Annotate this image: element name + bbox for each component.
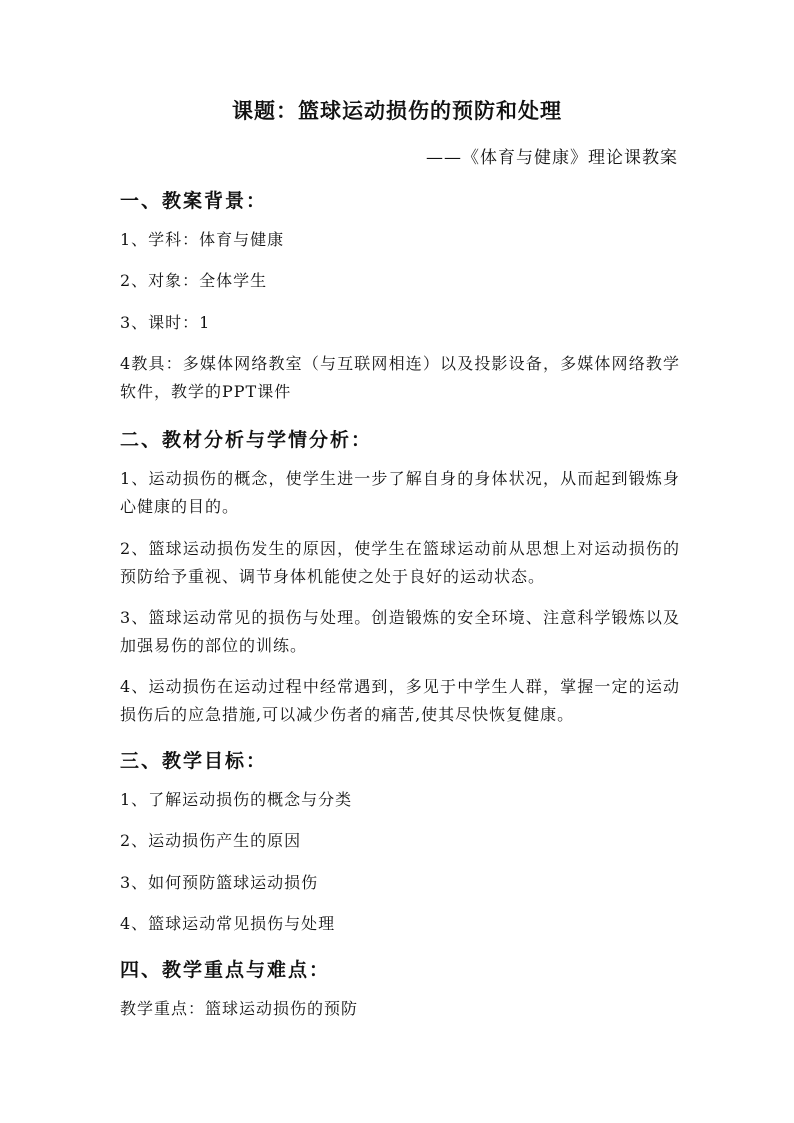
page-title: 课题：篮球运动损伤的预防和处理 [232,98,562,123]
list-item: 1、运动损伤的概念，使学生进一步了解自身的身体状况，从而起到锻炼身心健康的目的。 [120,469,680,516]
list-item: 2、运动损伤产生的原因 [120,831,302,850]
section-heading-goals: 三、教学目标： [120,750,268,772]
list-item: 3、课时：1 [120,313,211,332]
list-item: 4教具：多媒体网络教室（与互联网相连）以及投影设备，多媒体网络教学软件，教学的PPT课件 [120,354,680,401]
list-item: 2、对象：全体学生 [120,271,268,290]
list-item: 2、篮球运动损伤发生的原因，使学生在篮球运动前从思想上对运动损伤的预防给予重视、调节身体机能使之处于良好的运动状态。 [120,539,680,586]
section-heading-key-points: 四、教学重点与难点： [120,959,331,981]
list-item: 1、了解运动损伤的概念与分类 [120,790,353,809]
list-item: 4、运动损伤在运动过程中经常遇到，多见于中学生人群，掌握一定的运动损伤后的应急措施,可以减少伤者的痛苦,使其尽快恢复健康。 [120,677,680,724]
list-item: 3、如何预防篮球运动损伤 [120,873,319,892]
list-item: 教学重点：篮球运动损伤的预防 [120,999,359,1018]
section-heading-background: 一、教案背景： [120,190,268,212]
page-subtitle: ——《体育与健康》理论课教案 [426,148,678,168]
list-item: 4、篮球运动常见损伤与处理 [120,914,336,933]
list-item: 1、学科：体育与健康 [120,230,285,249]
list-item: 3、篮球运动常见的损伤与处理。创造锻炼的安全环境、注意科学锻炼以及加强易伤的部位的训练。 [120,608,680,655]
section-heading-analysis: 二、教材分析与学情分析： [120,429,373,451]
